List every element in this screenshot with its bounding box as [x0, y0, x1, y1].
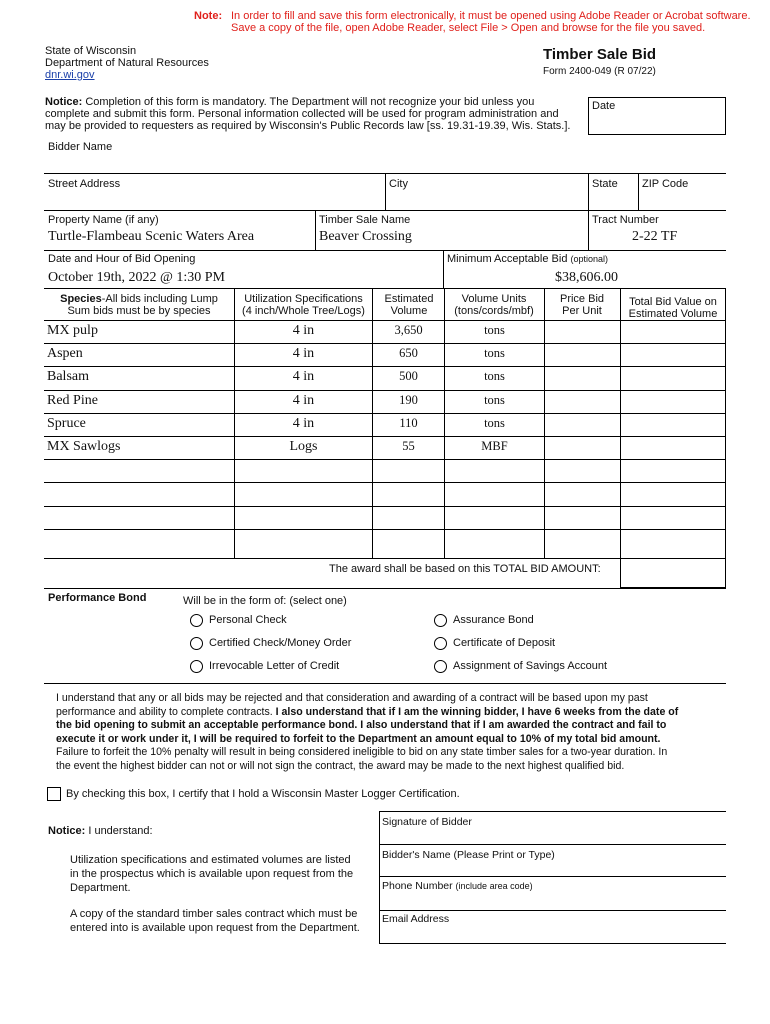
signature-field[interactable] — [380, 830, 726, 844]
phone-hint: (include area code) — [455, 881, 533, 891]
radio-certified-check[interactable] — [190, 637, 203, 650]
util-header — [235, 293, 372, 317]
volume-cell[interactable]: 110 — [399, 416, 418, 430]
total-bid-field[interactable] — [621, 559, 725, 587]
terms-p2a: performance and ability to complete contracts. — [56, 705, 276, 718]
radio-savings-account[interactable] — [434, 660, 447, 673]
notice2-item2a: A copy of the standard timber sales contract which must be — [70, 908, 358, 920]
species-cell[interactable]: Balsam — [47, 369, 89, 384]
radio-letter-credit[interactable] — [190, 660, 203, 673]
bond-label: Performance Bond — [48, 592, 147, 604]
volume-header-1: Estimated — [384, 293, 434, 305]
phone-field[interactable] — [380, 894, 726, 910]
opt-certified-check: Certified Check/Money Order — [209, 637, 352, 649]
species-header — [44, 293, 234, 317]
price-header-1: Price Bid — [559, 293, 605, 305]
notice2-label: Notice: — [48, 825, 86, 837]
opt-savings-account: Assignment of Savings Account — [453, 660, 608, 672]
tract-field[interactable]: 2-22 TF — [632, 229, 678, 244]
util-cell[interactable]: 4 in — [292, 323, 315, 338]
species-header-bold: Species — [60, 293, 102, 305]
units-cell[interactable]: tons — [484, 346, 505, 360]
units-cell[interactable]: tons — [484, 369, 505, 383]
util-cell[interactable]: 4 in — [292, 393, 315, 408]
date-label: Date — [592, 100, 616, 112]
opt-letter-credit: Irrevocable Letter of Credit — [209, 660, 340, 672]
min-bid-label-wrap — [447, 253, 608, 265]
bidder-print-field[interactable] — [380, 862, 726, 876]
volume-cell[interactable]: 650 — [399, 346, 418, 360]
bidder-print-label: Bidder's Name (Please Print or Type) — [382, 849, 555, 861]
bond-intro: Will be in the form of: (select one) — [183, 595, 347, 607]
radio-personal-check[interactable] — [190, 614, 203, 627]
bidder-name-label: Bidder Name — [48, 141, 113, 153]
total-cell[interactable] — [621, 343, 725, 365]
total-cell[interactable] — [621, 366, 725, 388]
zip-field[interactable] — [639, 192, 726, 210]
min-bid-field[interactable]: $38,606.00 — [555, 270, 618, 285]
total-cell[interactable] — [621, 390, 725, 412]
units-cell[interactable]: MBF — [481, 439, 508, 453]
util-cell[interactable]: 4 in — [292, 369, 315, 384]
species-cell[interactable]: Aspen — [47, 346, 83, 361]
units-cell[interactable]: tons — [484, 416, 505, 430]
species-header-line2: Sum bids must be by species — [67, 305, 211, 317]
terms-paragraph — [56, 692, 726, 773]
units-header-1: Volume Units — [461, 293, 527, 305]
notice-text2: complete and submit this form. Personal information collected will be used for program administration and — [45, 108, 559, 120]
form-title: Timber Sale Bid — [543, 46, 657, 63]
notice2-item1 — [70, 853, 353, 895]
signature-label: Signature of Bidder — [382, 816, 472, 828]
agency-dept: Department of Natural Resources — [45, 57, 209, 69]
volume-header-2: Volume — [390, 305, 428, 317]
species-cell[interactable]: Red Pine — [47, 393, 98, 408]
species-header-rest: -All bids including Lump — [101, 293, 218, 305]
opening-field[interactable]: October 19th, 2022 @ 1:30 PM — [48, 270, 225, 285]
volume-cell[interactable]: 3,650 — [394, 323, 423, 337]
units-cell[interactable]: tons — [484, 393, 505, 407]
property-field[interactable]: Turtle-Flambeau Scenic Waters Area — [48, 229, 255, 244]
species-cell[interactable]: MX Sawlogs — [47, 439, 121, 454]
terms-p3: the bid opening to submit an acceptable performance bond. I also understand that if I am awarded the contract and fail to — [56, 719, 667, 731]
notice-text1: Completion of this form is mandatory. The Department will not recognize your bid unless you — [82, 96, 535, 108]
note-line1: In order to fill and save this form electronically, it must be opened using Adobe Reader or Acrobat software. — [231, 10, 751, 22]
phone-label: Phone Number — [382, 880, 453, 892]
sale-name-label: Timber Sale Name — [319, 214, 411, 226]
total-header-1: Total Bid Value on — [629, 296, 717, 308]
volume-cell[interactable]: 190 — [399, 393, 418, 407]
units-header-2: (tons/cords/mbf) — [454, 305, 534, 317]
note-line2: Save a copy of the file, open Adobe Reader, select File > Open and browse for the file you saved. — [231, 22, 706, 34]
util-header-2: (4 inch/Whole Tree/Logs) — [242, 305, 365, 317]
notice2-item1a: Utilization specifications and estimated volumes are listed — [70, 854, 351, 866]
total-cell[interactable] — [621, 436, 725, 458]
notice-label: Notice: — [45, 96, 83, 108]
agency-link[interactable]: dnr.wi.gov — [45, 69, 95, 81]
terms-p4: execute it or work under it, I will be required to forfeit to the Department an amount equal to 10% of my total bid amount. — [56, 732, 661, 745]
bidder-name-field[interactable] — [44, 155, 726, 173]
property-label: Property Name (if any) — [48, 214, 159, 226]
units-cell[interactable]: tons — [484, 323, 505, 337]
util-cell[interactable]: Logs — [289, 439, 318, 454]
email-field[interactable] — [380, 927, 726, 943]
price-cell[interactable] — [545, 320, 619, 342]
units-header — [444, 293, 544, 317]
min-bid-optional: (optional) — [570, 254, 609, 264]
price-cell[interactable] — [545, 413, 619, 435]
volume-cell[interactable]: 500 — [399, 369, 418, 383]
species-cell[interactable]: Spruce — [47, 416, 86, 431]
terms-p5: Failure to forfeit the 10% penalty will result in being considered ineligible to bid on any state timber sales for a two-year duration. In — [56, 746, 668, 758]
radio-assurance-bond[interactable] — [434, 614, 447, 627]
opt-certificate-deposit: Certificate of Deposit — [453, 637, 556, 649]
notice2-item1b: in the prospectus which is available upon request from the — [70, 868, 354, 880]
agency-state: State of Wisconsin — [45, 45, 137, 57]
zip-label: ZIP Code — [642, 178, 689, 190]
radio-certificate-deposit[interactable] — [434, 637, 447, 650]
certify-text: By checking this box, I certify that I hold a Wisconsin Master Logger Certification. — [66, 788, 460, 800]
date-field[interactable] — [588, 97, 726, 135]
price-header — [545, 293, 619, 317]
notice2-text: I understand: — [85, 825, 153, 837]
total-header-2: Estimated Volume — [628, 308, 718, 320]
util-cell[interactable]: 4 in — [292, 416, 315, 431]
total-bid-label: The award shall be based on this TOTAL BID AMOUNT: — [329, 563, 601, 575]
city-label: City — [389, 178, 408, 190]
price-header-2: Per Unit — [562, 305, 602, 317]
species-cell[interactable]: MX pulp — [47, 323, 98, 338]
terms-p2b: I also understand that if I am the winning bidder, I have 6 weeks from the date of — [275, 705, 679, 718]
street-field[interactable] — [44, 192, 384, 210]
note-label: Note: — [194, 10, 223, 22]
notice2-item2b: entered into is available upon request from the Department. — [70, 922, 360, 934]
terms-p6: the event the highest bidder can not or will not sign the contract, the award may be made to the next highest qualified bid. — [56, 759, 625, 772]
price-cell[interactable] — [545, 436, 619, 458]
street-label: Street Address — [48, 178, 121, 190]
opening-label: Date and Hour of Bid Opening — [48, 253, 196, 265]
notice-text3: may be provided to requesters as required by Wisconsin's Public Records law [ss. 19.31-19.39, Wis. Stats.]. — [45, 120, 571, 132]
total-cell[interactable] — [621, 320, 725, 342]
min-bid-label: Minimum Acceptable Bid — [447, 253, 568, 265]
form-number: Form 2400-049 (R 07/22) — [543, 66, 656, 77]
sale-name-field[interactable]: Beaver Crossing — [319, 229, 412, 244]
opt-personal-check: Personal Check — [209, 614, 287, 626]
email-label: Email Address — [382, 913, 450, 925]
total-cell[interactable] — [621, 413, 725, 435]
state-field[interactable] — [589, 192, 637, 210]
state-label: State — [592, 178, 618, 190]
tract-label: Tract Number — [592, 214, 659, 226]
util-cell[interactable]: 4 in — [292, 346, 315, 361]
notice2-item1c: Department. — [70, 882, 131, 894]
volume-cell[interactable]: 55 — [402, 439, 415, 453]
notice2-item2 — [70, 907, 360, 935]
phone-label-wrap — [382, 880, 533, 892]
notice-block — [45, 96, 585, 132]
opt-assurance-bond: Assurance Bond — [453, 614, 534, 626]
util-header-1: Utilization Specifications — [244, 293, 363, 305]
city-field[interactable] — [386, 192, 586, 210]
volume-header — [373, 293, 445, 317]
terms-p1: I understand that any or all bids may be rejected and that consideration and awarding of a contract will be based upon my past — [56, 692, 648, 704]
price-cell[interactable] — [545, 366, 619, 388]
master-logger-checkbox[interactable] — [47, 787, 61, 801]
notice2 — [48, 825, 153, 837]
price-cell[interactable] — [545, 390, 619, 412]
price-cell[interactable] — [545, 343, 619, 365]
